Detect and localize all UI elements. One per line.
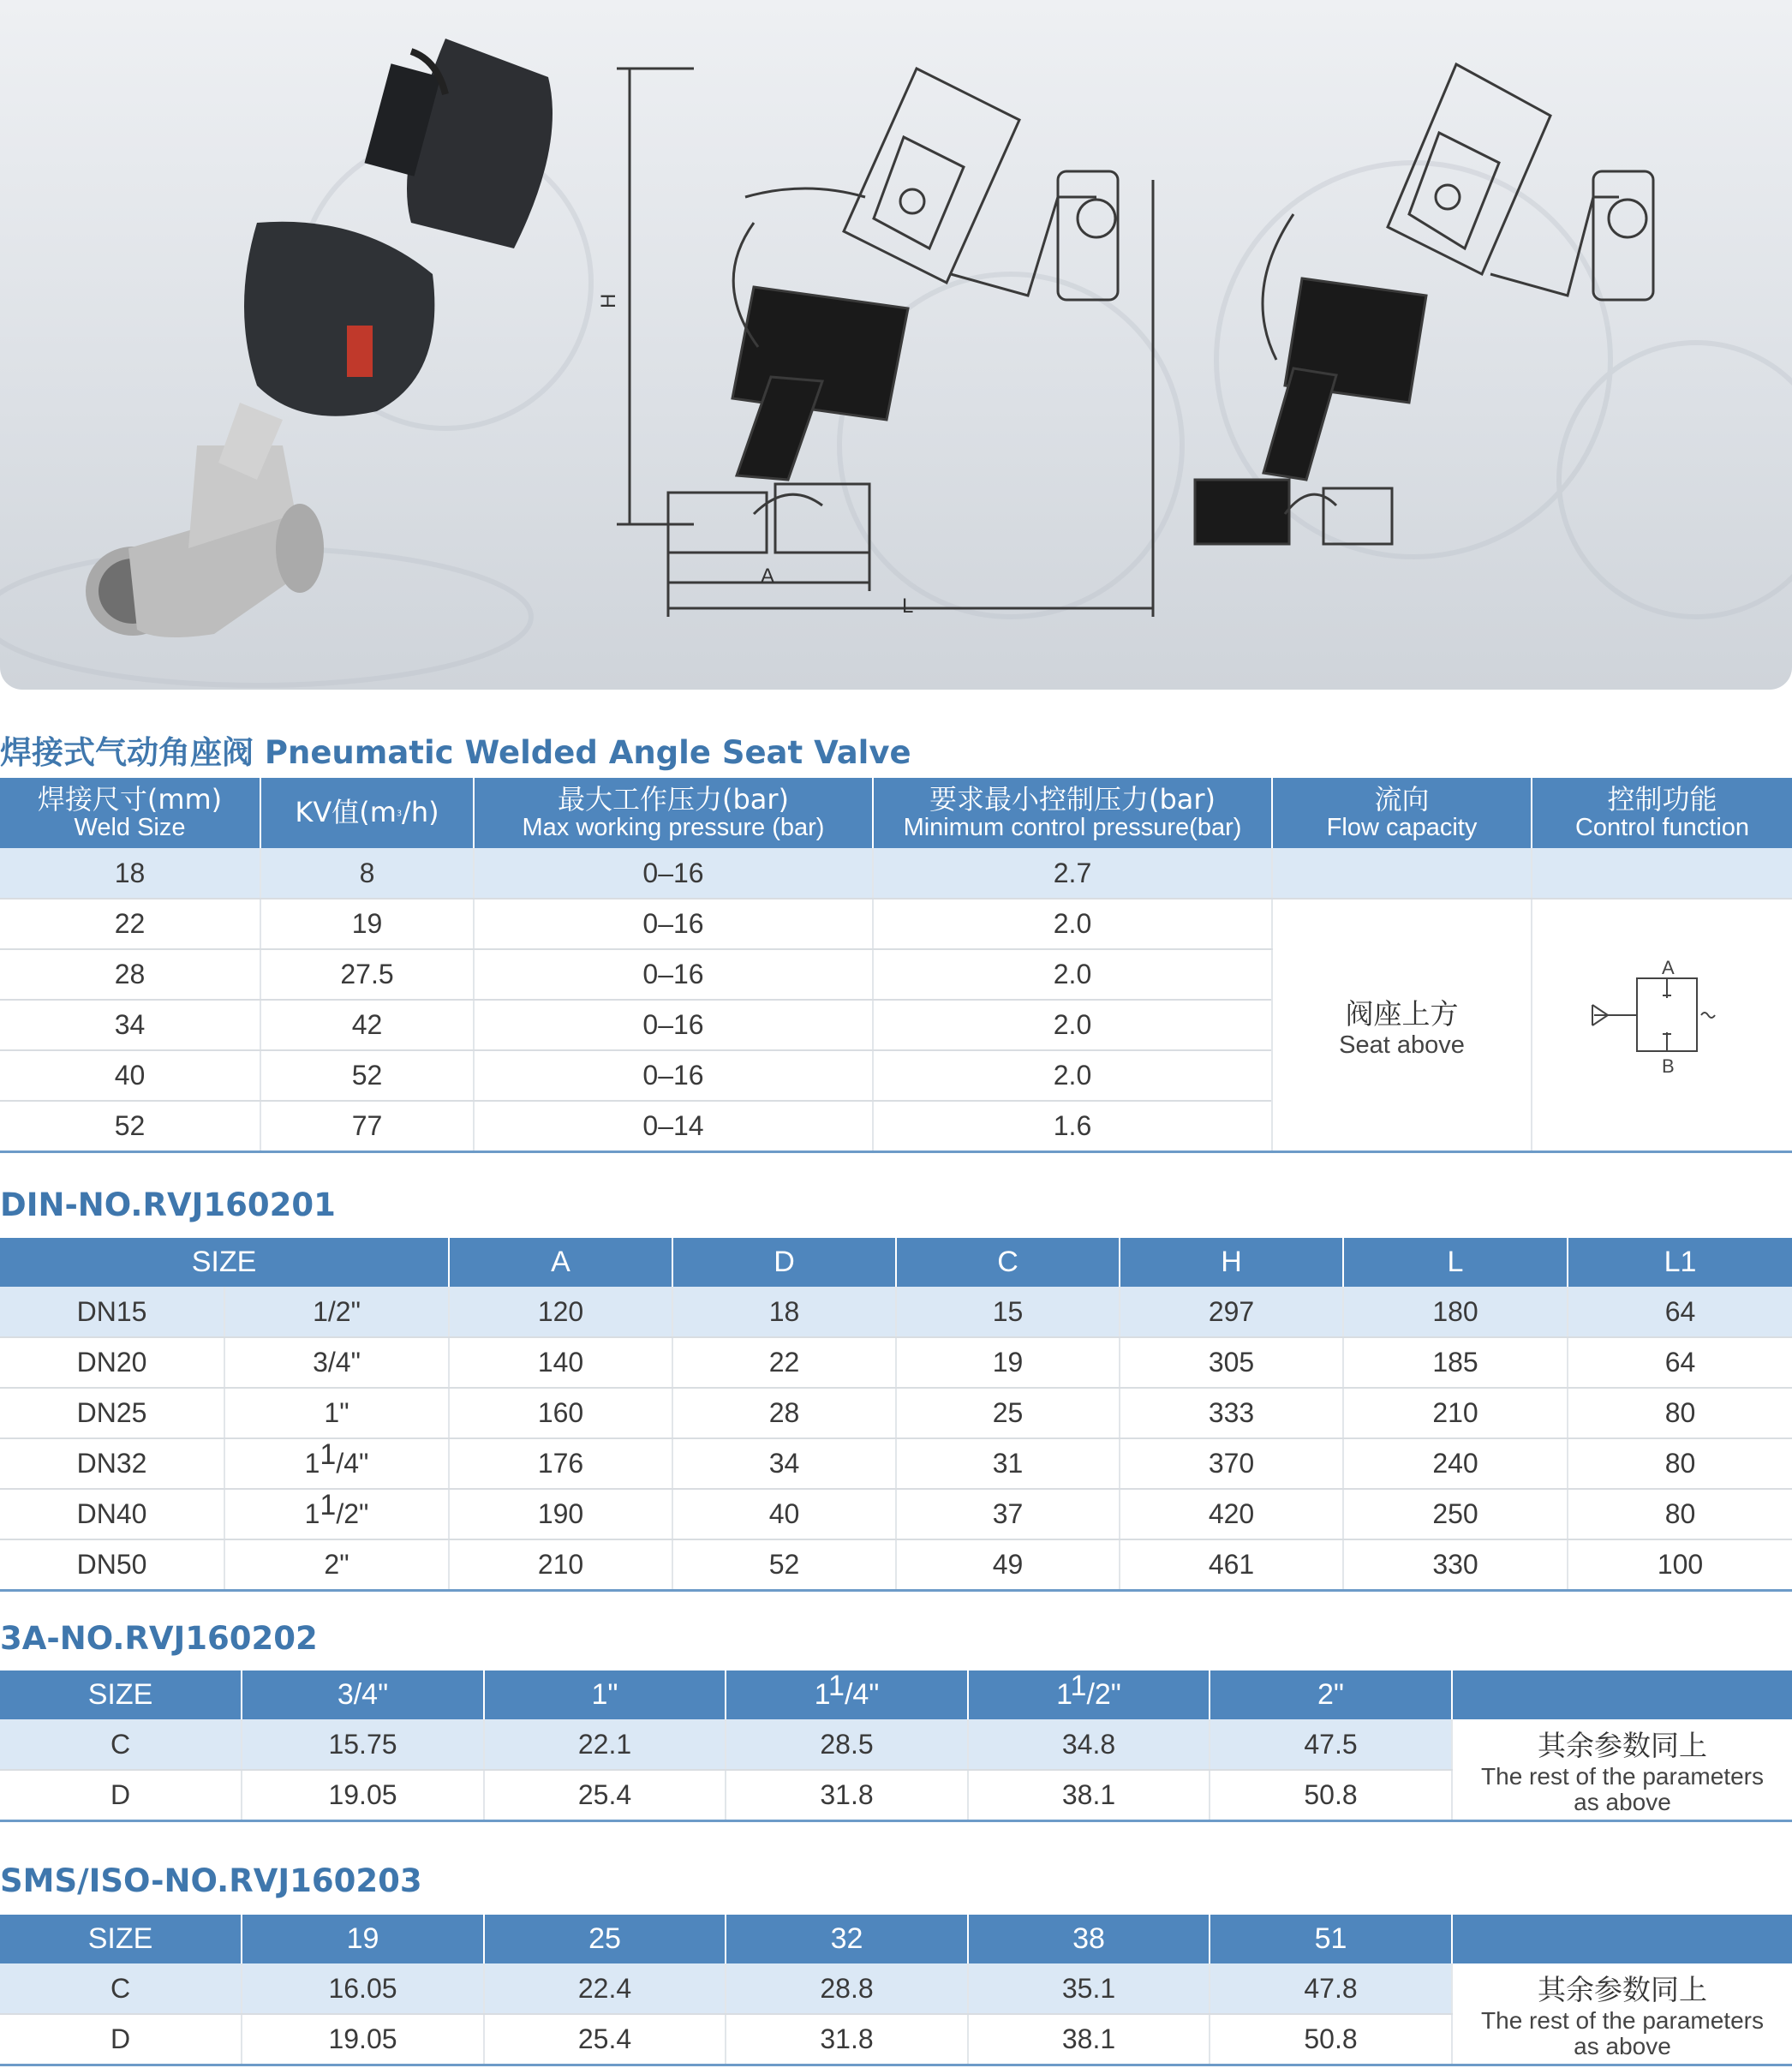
table-row: 28 27.5 0–16 2.0 [0,949,1792,1000]
3a-col-1: 1" [484,1671,726,1719]
table-row: 34 42 0–16 2.0 [0,1000,1792,1050]
dimension-drawing [617,69,1153,617]
sectional-drawing [1195,64,1653,544]
table-row: 22 19 0–16 2.0 阀座上方 Seat above A B [0,899,1792,949]
table-row: 40 52 0–16 2.0 [0,1050,1792,1101]
col-min-control-pressure: 要求最小控制压力(bar) Minimum control pressure(bar) [873,778,1272,848]
3a-col-1-1-2: 11/2" [968,1671,1210,1719]
dim-h-label: H [597,293,620,308]
table-row: DN32 11/4" 176 34 31 370 240 80 [0,1438,1792,1489]
din-col-l: L [1343,1238,1568,1287]
hero-illustration [0,0,1792,690]
table-row: D 19.05 25.4 31.8 38.1 50.8 [0,1770,1792,1820]
3a-col-1-1-4: 11/4" [726,1671,968,1719]
table-row: DN15 1/2" 120 18 15 297 180 64 [0,1287,1792,1337]
sms-iso-table [0,1915,1792,2066]
din-col-a: A [449,1238,672,1287]
col-flow: 流向 Flow capacity [1272,778,1532,848]
sms-col-32: 32 [726,1915,968,1963]
table-row: DN50 2" 210 52 49 461 330 100 [0,1539,1792,1590]
din-col-size: SIZE [0,1238,449,1287]
3a-table [0,1671,1792,1822]
spec-table [0,778,1792,1153]
table-row: C 15.75 22.1 28.5 34.8 47.5 其余参数同上 The rest of the parameters as above [0,1719,1792,1770]
dim-a-label: A [761,565,775,588]
section-title-3a: 3A-NO.RVJ160202 [0,1620,318,1657]
3a-col-size: SIZE [0,1671,242,1719]
din-col-c: C [896,1238,1120,1287]
sms-col-size: SIZE [0,1915,242,1963]
valve-symbol-icon [1560,957,1765,1085]
din-col-h: H [1120,1238,1343,1287]
col-control-function: 控制功能 Control function [1532,778,1792,848]
table-row: 52 77 0–14 1.6 [0,1101,1792,1151]
sms-col-25: 25 [484,1915,726,1963]
section-title-pneumatic: 焊接式气动角座阀 Pneumatic Welded Angle Seat Valve [0,734,911,771]
col-max-pressure: 最大工作压力(bar) Max working pressure (bar) [474,778,873,848]
table-row: D 19.05 25.4 31.8 38.1 50.8 [0,2014,1792,2065]
din-col-d: D [672,1238,896,1287]
table-row: DN40 11/2" 190 40 37 420 250 80 [0,1489,1792,1539]
svg-text:A: A [1661,957,1675,979]
col-weld-size: 焊接尺寸(mm) Weld Size [0,778,260,848]
sms-col-38: 38 [968,1915,1210,1963]
sms-col-51: 51 [1210,1915,1452,1963]
svg-text:B: B [1661,1055,1675,1078]
din-col-l1: L1 [1568,1238,1792,1287]
din-table [0,1238,1792,1592]
3a-note: 其余参数同上 The rest of the parameters as above [1452,1719,1792,1820]
section-title-din: DIN-NO.RVJ160201 [0,1186,336,1223]
sms-col-19: 19 [242,1915,484,1963]
dim-l-label: L [902,595,914,618]
flow-cell: 阀座上方 Seat above [1272,899,1532,1151]
col-kv: KV值$(m^3/h)$ [260,778,474,848]
section-title-sms-iso: SMS/ISO-NO.RVJ160203 [0,1862,422,1899]
table-row: DN20 3/4" 140 22 19 305 185 64 [0,1337,1792,1388]
table-row: 18 8 0–16 2.7 [0,848,1792,899]
sms-note: 其余参数同上 The rest of the parameters as above [1452,1963,1792,2065]
3a-col-2: 2" [1210,1671,1452,1719]
valve-photo [86,39,553,637]
hero-banner [0,0,1792,690]
control-function-symbol [1532,899,1792,1151]
table-row: C 16.05 22.4 28.8 35.1 47.8 其余参数同上 The rest of the parameters as above [0,1963,1792,2014]
3a-col-3-4: 3/4" [242,1671,484,1719]
table-row: DN25 1" 160 28 25 333 210 80 [0,1388,1792,1438]
